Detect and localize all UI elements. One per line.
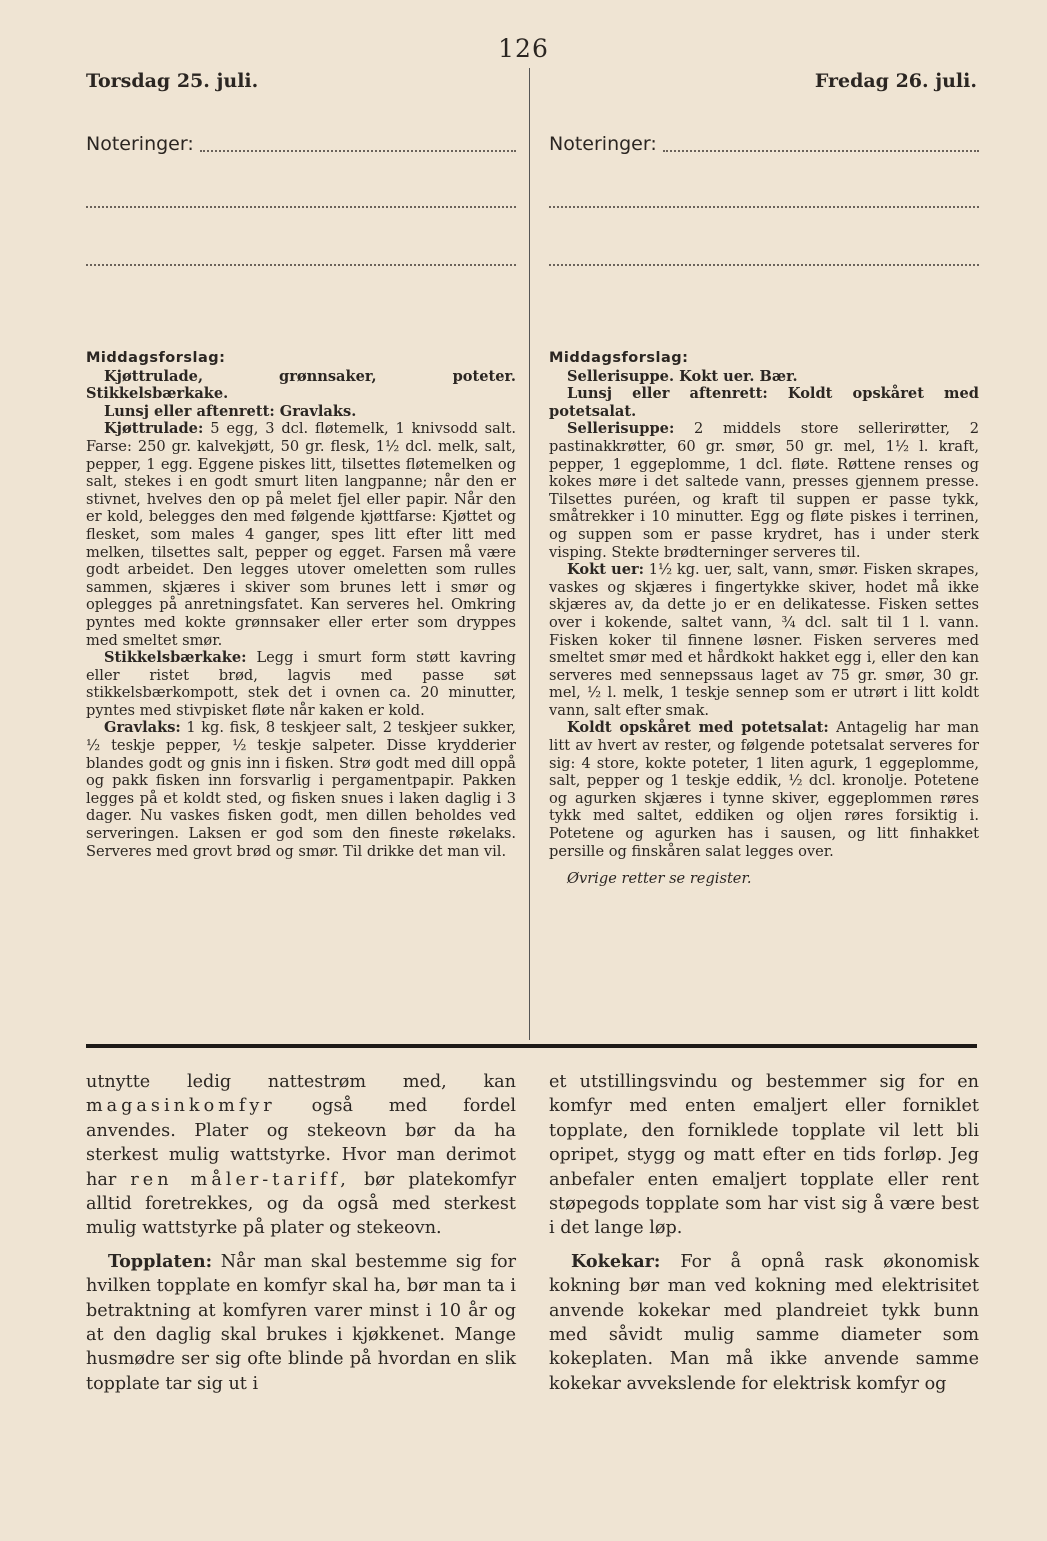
dotted-line [200,134,516,152]
text-run: Når man skal bestemme sig for hvilken topplate en komfyr skal ha, bør man ta i betraktning at komfyren varer minst i 10 år og at den daglig skal brukes i kjøkkenet. Mange husmødre ser sig ofte blinde på hvordan en slik topplate tar sig ut i [86,1251,517,1394]
spaced-term: ren måler-tariff, [130,1169,350,1190]
lunsj-line: Lunsj eller aftenrett: Gravlaks. [104,402,357,420]
middag-label: Middagsforslag: [549,350,689,366]
text-run: utnytte ledig nattestrøm med, kan [86,1072,516,1092]
paragraph [86,1070,516,1241]
recipe-text: Antagelig har man litt av hvert av rester, og følgende potetsalat serveres for sig: 4 store, kokte poteter, 1 liten agurk, 1 eggeplomme, salt, pepper og 1 teskje eddik, ½ dcl. kronolje. Potetene og agurken skjæres i tynne skiver, eggeplommen røres tykk med saltet, eddiken og oljen røres forsiktig i. Potetene og agurken has i sausen, og litt finhakket persille og finskåren salat legges over. [549,719,980,860]
notes-left [86,132,516,306]
day-heading-right: Fredag 26. juli. [814,70,977,92]
dotted-line [549,190,979,208]
recipe-kjottrulade [86,420,516,649]
recipe-text: 5 egg, 3 dcl. fløtemelk, 1 knivsodd salt. Farse: 250 gr. kalvekjøtt, 50 gr. flesk, 1½ dcl. melk, salt, pepper, 1 egg. Eggene piskes litt, tilsettes fløtemelken og salt, stekes i en godt smurt liten langpanne; når den er stivnet, hvelves den op på melet fjel eller papir. Når den er kold, belegges den med følgende kjøttfarse: Kjøttet og flesket, som males 4 ganger, spes litt efter litt med melken, tilsettes salt, pepper og egget. Farsen må være godt arbeidet. Den legges utover omeletten som rulles sammen, skjæres i skiver som brunes lett i smør og oplegges på anretningsfatet. Kan serveres hel. Omkring pyntes med kokte grønnsaker eller erter som dryppes med smeltet smør. [86,420,517,649]
dotted-line [86,248,516,266]
notes-line[interactable] [549,132,979,190]
recipe-kokt-uer [549,561,979,719]
paragraph-title: Kokekar: [571,1250,661,1272]
recipes-right [549,350,979,888]
text-run: bør platekomfyr alltid foretrekkes, og da også med sterkest mulig wattstyrke på plater og stekeovn. [86,1169,517,1239]
recipe-sellerisuppe [549,420,979,561]
recipe-gravlaks [86,719,516,860]
recipe-title: Stikkelsbærkake: [104,649,247,667]
notes-line[interactable] [549,190,979,248]
recipe-title: Sellerisuppe: [567,420,675,438]
paragraph-topplaten [86,1250,516,1396]
recipe-text: 2 middels store sellerirøtter, 2 pastinakkrøtter, 60 gr. smør, 50 gr. mel, 1½ l. kraft, pepper, 1 eggeplomme, 1 dcl. fløte. Røttene renses og kokes møre i det saltede vann, presses gjennem presse. Tilsettes puréen, og kraft til suppen er passe tykk, småtrekker i 10 minutter. Egg og fløte piskes i terrinen, og suppen som er passe krydret, has i under sterk visping. Stekte brødterninger serveres til. [549,420,980,561]
horizontal-rule [86,1044,977,1048]
recipe-koldt-opskaaret [549,719,979,860]
recipe-title: Kjøttrulade: [104,420,204,438]
recipe-text: 1½ kg. uer, salt, vann, smør. Fisken skrapes, vaskes og skjæres i fingertykke skiver, hodet må ikke skjæres av, da dette jo er en delikatesse. Fisken settes over i kokende, saltet vann, ¾ dcl. salt til 1 l. vann. Fisken koker til finnene løsner. Fisken serveres med smeltet smør med et hårdkokt hakket egg i, eller den kan serveres med sennepssaus laget av 75 gr. smør, 30 gr. mel, ½ l. melk, 1 teskje sennep som er utrørt i litt koldt vann, salt efter smak. [549,561,979,719]
notes-label: Noteringer: [86,133,194,155]
notes-line[interactable] [86,248,516,306]
recipe-title: Gravlaks: [104,719,181,737]
paragraph: et utstillingsvindu og bestemmer sig for en komfyr med enten emaljert eller forniklet topplate, den forniklede topplate vil lett bli opripet, stygg og matt efter en tids forløp. Jeg anbefaler enten emaljert topplate eller rent støpegods topplate som har vist sig å være best i det lange løp. [549,1072,979,1239]
text-run: For å opnå rask økonomisk kokning bør man ved kokning med elektrisitet anvende kokekar med plandreiet tykk bunn med såvidt mulig samme diameter som kokeplaten. Man må ikke anvende samme kokekar avvekslende for elektrisk komfyr og [549,1251,979,1394]
recipe-title: Kokt uer: [567,561,645,579]
recipe-stikkelsbaerkake [86,649,516,719]
notes-line[interactable] [86,132,516,190]
spaced-term: magasinkomfyr [86,1096,276,1117]
paragraph-kokekar [549,1250,979,1396]
notes-line[interactable] [549,248,979,306]
dotted-line [86,190,516,208]
column-divider [529,68,530,1040]
body-text-right [549,1070,979,1405]
day-heading-left: Torsdag 25. juli. [86,70,259,92]
notes-right [549,132,979,306]
lunsj-line: Lunsj eller aftenrett: Koldt opskåret med potetsalat. [549,385,979,420]
register-note: Øvrige retter se register. [567,870,752,888]
dotted-line [663,134,979,152]
recipe-text: Legg i smurt form støtt kavring eller ristet brød, lagvis med passe søt stikkelsbærkompott, stek det i ovnen ca. 20 minutter, pyntes med stivpisket fløte når kaken er kold. [86,649,516,719]
page-number: 126 [498,34,549,63]
text-run: også med fordel anvendes. Plater og stekeovn bør da ha sterkest mulig wattstyrke. Hvor man derimot har [86,1096,517,1190]
middag-label: Middagsforslag: [86,350,226,366]
body-text-left [86,1070,516,1405]
middag-menu: Sellerisuppe. Kokt uer. Bær. [567,367,798,385]
middag-menu: Kjøttrulade, grønnsaker, poteter. Stikkelsbærkake. [86,367,516,403]
recipe-title: Koldt opskåret med potetsalat: [567,719,829,737]
recipe-text: 1 kg. fisk, 8 teskjeer salt, 2 teskjeer sukker, ½ teskje pepper, ½ teskje salpeter. Disse krydderier blandes godt og gnis inn i fisken. Strø godt med dill oppå og pakk fisken inn forsvarlig i pergamentpapir. Pakken legges på et koldt sted, og fisken snues i laken daglig i 3 dager. Nu vaskes fisken godt, men dillen beholdes ved serveringen. Laksen er god som den fineste røkelaks. Serveres med grovt brød og smør. Til drikke det man vil. [86,719,517,860]
notes-line[interactable] [86,190,516,248]
paragraph-title: Topplaten: [108,1250,213,1272]
recipes-left [86,350,516,860]
dotted-line [549,248,979,266]
notes-label: Noteringer: [549,133,657,155]
